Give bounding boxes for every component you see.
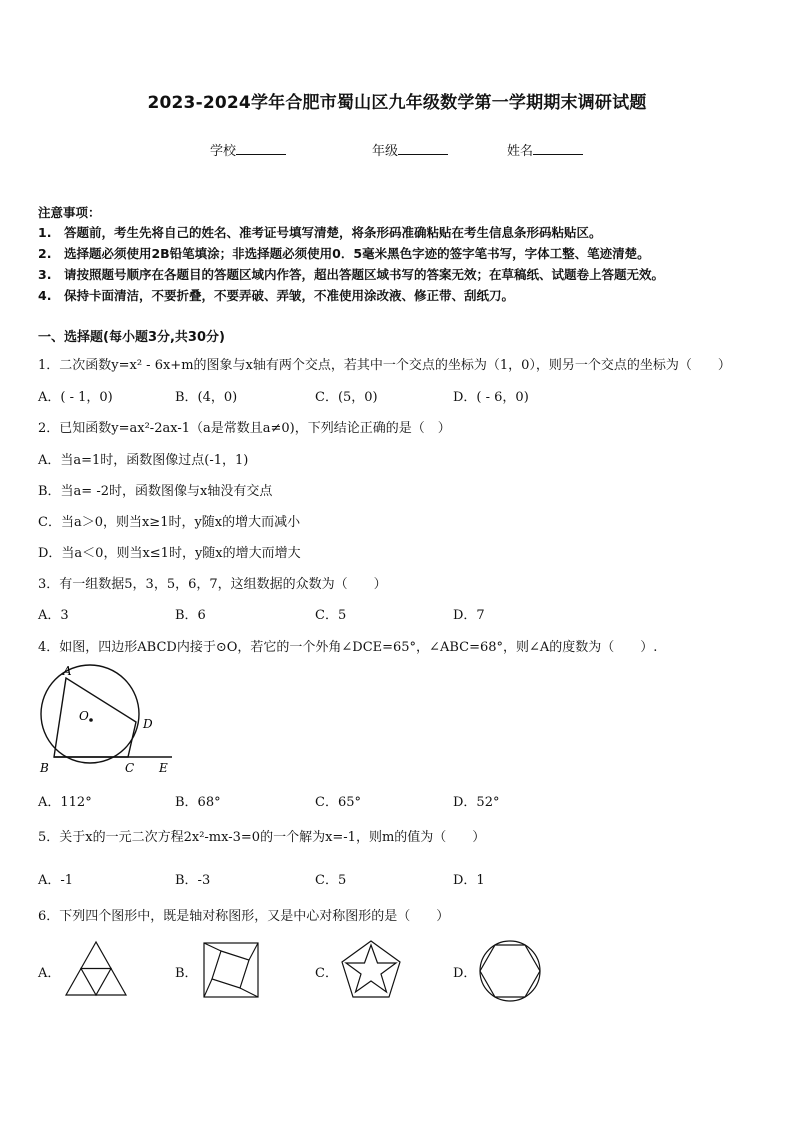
- q1-option-d[interactable]: D．( - 6，0): [453, 390, 529, 405]
- center-point-o: [89, 718, 93, 722]
- label-e: E: [159, 761, 168, 775]
- q1-option-c[interactable]: C．(5，0): [315, 390, 378, 405]
- q5-option-d[interactable]: D．1: [453, 873, 485, 888]
- notice-item-1: 1. 答题前，考生先将自己的姓名、准考证号填写清楚，将条形码准确粘贴在考生信息条形码粘贴区。: [38, 225, 602, 240]
- q6-option-a-label[interactable]: A．: [38, 966, 61, 981]
- q2-option-d[interactable]: D．当a＜0，则当x≤1时，y随x的增大而增大: [38, 546, 301, 561]
- q4-option-b[interactable]: B．68°: [175, 795, 221, 810]
- q4-circle-figure: [30, 662, 190, 782]
- q4-stem: 4．如图，四边形ABCD内接于⊙O，若它的一个外角∠DCE=65°，∠ABC=68°，则∠A的度数为（ ）.: [38, 640, 658, 655]
- q2-option-a[interactable]: A．当a=1时，函数图像过点(-1，1): [38, 453, 249, 468]
- q2-option-b[interactable]: B．当a= -2时，函数图像与x轴没有交点: [38, 484, 273, 499]
- q5-option-a[interactable]: A．-1: [38, 873, 74, 888]
- grade-field: [372, 140, 448, 159]
- q6-option-d-label[interactable]: D．: [453, 966, 477, 981]
- q3-option-d[interactable]: D．7: [453, 608, 485, 623]
- notice-item-2: 2. 选择题必须使用2B铅笔填涂；非选择题必须使用0．5毫米黑色字迹的签字笔书写，字体工整、笔迹清楚。: [38, 246, 650, 261]
- q5-stem: 5．关于x的一元二次方程2x²-mx-3=0的一个解为x=-1，则m的值为（ ）: [38, 830, 486, 845]
- name-label: 姓名: [507, 144, 534, 159]
- q4-option-c[interactable]: C．65°: [315, 795, 361, 810]
- q6-square-figure[interactable]: [203, 942, 259, 998]
- notice-heading: 注意事项：: [38, 205, 101, 220]
- label-o: O: [79, 709, 89, 723]
- q1-option-a[interactable]: A．( - 1，0): [38, 390, 113, 405]
- school-label: 学校: [210, 144, 237, 159]
- q2-option-c[interactable]: C．当a＞0，则当x≥1时，y随x的增大而减小: [38, 515, 301, 530]
- notice-item-3: 3. 请按照题号顺序在各题目的答题区域内作答，超出答题区域书写的答案无效；在草稿纸、试题卷上答题无效。: [38, 267, 664, 282]
- q6-triangle-figure[interactable]: [64, 940, 128, 998]
- q6-stem: 6．下列四个图形中，既是轴对称图形，又是中心对称图形的是（ ）: [38, 909, 450, 924]
- grade-blank[interactable]: [398, 142, 448, 155]
- q5-option-c[interactable]: C．5: [315, 873, 347, 888]
- name-blank[interactable]: [533, 142, 583, 155]
- q3-option-b[interactable]: B．6: [175, 608, 206, 623]
- q3-option-c[interactable]: C．5: [315, 608, 347, 623]
- q3-option-a[interactable]: A．3: [38, 608, 69, 623]
- quadrilateral-abcd: [54, 678, 136, 757]
- notice-item-4: 4. 保持卡面清洁，不要折叠，不要弄破、弄皱，不准使用涂改液、修正带、刮纸刀。: [38, 288, 514, 303]
- school-blank[interactable]: [236, 142, 286, 155]
- q3-stem: 3．有一组数据5，3，5，6，7，这组数据的众数为（ ）: [38, 577, 387, 592]
- q1-stem: 1．二次函数y=x² - 6x+m的图象与x轴有两个交点，若其中一个交点的坐标为（1，0），则另一个交点的坐标为（ ）: [38, 358, 731, 373]
- q6-pentagon-star-figure[interactable]: [340, 939, 402, 1001]
- label-c: C: [125, 761, 135, 775]
- q6-option-c-label[interactable]: C．: [315, 966, 338, 981]
- name-field: [507, 140, 583, 159]
- grade-label: 年级: [372, 144, 399, 159]
- label-d: D: [143, 717, 153, 731]
- q6-option-b-label[interactable]: B．: [175, 966, 198, 981]
- page-title: 2023-2024学年合肥市蜀山区九年级数学第一学期期末调研试题: [147, 93, 647, 113]
- section-heading: 一、选择题(每小题3分,共30分): [38, 330, 225, 345]
- q5-option-b[interactable]: B．-3: [175, 873, 211, 888]
- label-a: A: [63, 664, 72, 678]
- label-b: B: [40, 761, 49, 775]
- q1-option-b[interactable]: B．(4，0): [175, 390, 238, 405]
- q2-stem: 2．已知函数y=ax²-2ax-1（a是常数且a≠0)，下列结论正确的是（ ）: [38, 421, 451, 436]
- q4-option-a[interactable]: A．112°: [38, 795, 92, 810]
- q4-option-d[interactable]: D．52°: [453, 795, 500, 810]
- school-field: [210, 140, 286, 159]
- q6-circle-hexagon-figure[interactable]: [479, 940, 541, 1002]
